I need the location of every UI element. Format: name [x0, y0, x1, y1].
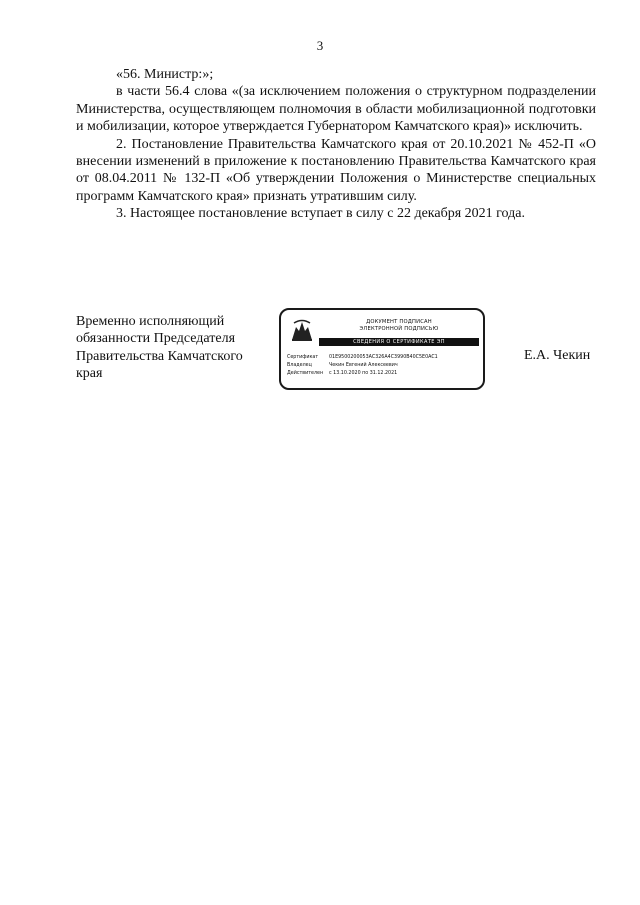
stamp-heading-line: ДОКУМЕНТ ПОДПИСАН: [366, 319, 432, 325]
paragraph: в части 56.4 слова «(за исключением положения о структурном подразделении Министерства, осуществляющем полномочия в области мобилизационной подготовки и мобилизации, которое утверждается Губернатором Камчатского края)» исключить.: [76, 84, 596, 135]
paragraph: 3. Настоящее постановление вступает в силу с 22 декабря 2021 года.: [116, 206, 525, 222]
coat-of-arms-icon: [289, 317, 315, 343]
stamp-row: [287, 354, 479, 362]
stamp-row-key: Владелец: [287, 363, 312, 369]
signer-title-line: Временно исполняющий: [76, 314, 225, 329]
signer-title-line: Правительства Камчатского: [76, 348, 243, 364]
electronic-signature-stamp: [279, 308, 485, 390]
stamp-heading-line: ЭЛЕКТРОННОЙ ПОДПИСЬЮ: [359, 326, 439, 332]
stamp-heading: [319, 319, 479, 333]
signer-title-line: обязанности Председателя: [76, 331, 236, 347]
stamp-row-value: 01E9500200053AC326A4C3990B40C5E0AC1: [329, 355, 438, 360]
paragraph: 2. Постановление Правительства Камчатского края от 20.10.2021 № 452-П «О внесении изменений в приложение к постановлению Правительства Камчатского края от 08.04.2011 № 132-П «Об утверждении Положения о Министерстве специальных программ Камчатского края» признать утратившим силу.: [76, 136, 596, 204]
document-body: [76, 66, 596, 223]
stamp-row-value: Чекин Евгений Алексеевич: [329, 363, 398, 369]
stamp-row: [287, 370, 479, 378]
stamp-certificate-bar: СВЕДЕНИЯ О СЕРТИФИКАТЕ ЭП: [319, 338, 479, 346]
paragraph: «56. Министр:»;: [116, 67, 214, 82]
signer-name: Е.А. Чекин: [524, 348, 591, 363]
signer-title-line: края: [76, 366, 103, 382]
page-number: 3: [316, 38, 324, 53]
stamp-row: [287, 362, 479, 370]
signer-title: [76, 313, 276, 383]
stamp-row-key: Сертификат: [287, 355, 319, 360]
stamp-row-key: Действителен: [287, 371, 324, 377]
stamp-certificate-details: [287, 354, 479, 379]
stamp-row-value: с 13.10.2020 по 31.12.2021: [329, 371, 398, 377]
